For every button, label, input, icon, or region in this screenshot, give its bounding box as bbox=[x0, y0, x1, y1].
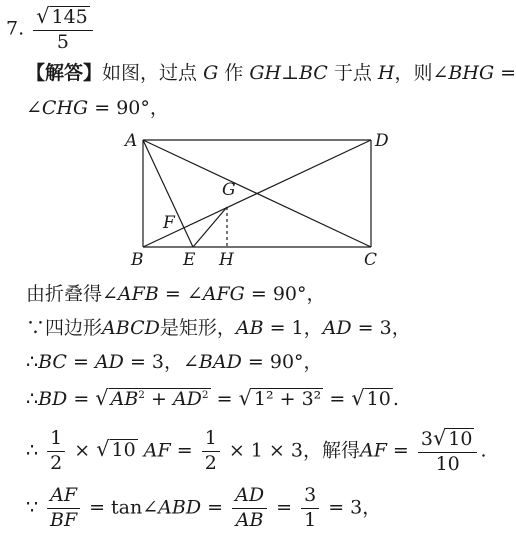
solution-line-8 bbox=[26, 486, 381, 531]
radicand: 1² + 3² bbox=[253, 388, 322, 410]
quad-abcd: ABCD bbox=[102, 317, 160, 339]
seg-af: AF bbox=[143, 439, 171, 462]
answer-denominator: 5 bbox=[56, 30, 70, 53]
solution-line-4 bbox=[26, 319, 411, 338]
text: . bbox=[480, 439, 487, 462]
therefore-symbol: ∴ bbox=[26, 388, 39, 410]
label-h: H bbox=[219, 250, 234, 270]
text: × bbox=[68, 439, 97, 462]
text: 作 bbox=[218, 62, 250, 84]
text: = 90°， bbox=[244, 283, 326, 305]
fraction-half: $\frac{1}{2}$ bbox=[47, 429, 65, 474]
label-g: G bbox=[222, 180, 236, 200]
problem-number: 7. bbox=[6, 17, 25, 40]
fraction-af-result: 3 √ 10 10 bbox=[418, 428, 478, 475]
text: × 1 × 3，解得 bbox=[222, 439, 360, 462]
solution-line-2 bbox=[26, 99, 169, 118]
answer-fraction: √ 145 5 bbox=[33, 6, 93, 53]
label-c: C bbox=[364, 250, 378, 270]
text: ，则 bbox=[394, 62, 433, 84]
sqrt-ab-ad: √ $AB^2 + AD^2$ bbox=[95, 386, 209, 410]
text: 是矩形， bbox=[159, 317, 236, 339]
label-a: A bbox=[125, 131, 138, 151]
solution-line-7 bbox=[26, 428, 487, 475]
angle-chg: ∠CHG bbox=[26, 97, 89, 119]
fraction-ad-ab: $\frac{AD}{AB}$ bbox=[232, 486, 267, 531]
solution-line-5 bbox=[26, 353, 323, 372]
text: = bbox=[210, 388, 239, 410]
text: = 3， bbox=[322, 496, 382, 519]
seg-bc: BC bbox=[38, 351, 67, 373]
text: 由折叠得 bbox=[26, 283, 103, 305]
text: = bbox=[386, 439, 415, 462]
angle-bad: ∠BAD bbox=[183, 351, 242, 373]
fraction-3-1: $\frac{3}{1}$ bbox=[301, 486, 319, 531]
text: = tan bbox=[83, 496, 143, 519]
text: 如图，过点 bbox=[102, 62, 204, 84]
text: = bbox=[67, 388, 96, 410]
angle-bhg: ∠BHG bbox=[432, 62, 495, 84]
segment-eg bbox=[193, 207, 227, 247]
text: = 90°， bbox=[241, 351, 323, 373]
sqrt-10: √ 10 bbox=[96, 437, 136, 462]
seg-bd: BD bbox=[38, 388, 68, 410]
angle-afb: ∠AFB bbox=[102, 283, 159, 305]
text: = bbox=[170, 439, 199, 462]
solution-line-6 bbox=[26, 388, 399, 410]
because-symbol: ∵ bbox=[26, 317, 46, 339]
text: = bbox=[270, 496, 299, 519]
text: = bbox=[494, 62, 516, 84]
text: = 90°， bbox=[88, 97, 169, 119]
point-g: G bbox=[203, 62, 219, 84]
therefore-symbol: ∴ bbox=[26, 439, 39, 462]
geometry-figure bbox=[0, 128, 508, 268]
sqrt-10: √ 10 bbox=[351, 386, 391, 410]
text: + bbox=[144, 388, 173, 410]
angle-afg: ∠AFG bbox=[186, 283, 245, 305]
text: = bbox=[66, 351, 95, 373]
text: = bbox=[323, 388, 352, 410]
text: = 1， bbox=[263, 317, 323, 339]
answer-line bbox=[6, 6, 96, 53]
solution-line-1 bbox=[26, 64, 516, 83]
therefore-symbol: ∴ bbox=[26, 351, 39, 373]
seg-ad: AD bbox=[322, 317, 352, 339]
label-d: D bbox=[375, 131, 389, 151]
seg-ab: AB bbox=[235, 317, 264, 339]
label-e: E bbox=[183, 250, 196, 270]
seg-af: AF bbox=[359, 439, 387, 462]
label-f: F bbox=[163, 213, 175, 233]
text: = bbox=[201, 496, 230, 519]
seg-ab: AB bbox=[110, 388, 139, 410]
text: 四边形 bbox=[45, 317, 103, 339]
fraction-af-bf: $\frac{AF}{BF}$ bbox=[47, 486, 80, 531]
label-b: B bbox=[131, 250, 144, 270]
fraction-half-2: $\frac{1}{2}$ bbox=[202, 429, 220, 474]
seg-ad: AD bbox=[172, 388, 202, 410]
seg-ad: AD bbox=[94, 351, 124, 373]
angle-abd: ∠ABD bbox=[142, 496, 202, 519]
text: = bbox=[158, 283, 187, 305]
segment-gh-perp-bc: GH⊥BC bbox=[249, 62, 328, 84]
text: = 3， bbox=[351, 317, 411, 339]
because-symbol: ∵ bbox=[26, 496, 39, 519]
sqrt-1-3: √ 1² + 3² bbox=[238, 386, 322, 410]
answer-radicand: 145 bbox=[51, 6, 88, 28]
solution-line-3 bbox=[26, 285, 326, 304]
text: . bbox=[392, 388, 399, 410]
text: 于点 bbox=[327, 62, 378, 84]
radicand: 10 bbox=[366, 388, 391, 410]
solution-tag: 【解答】 bbox=[26, 62, 103, 84]
text: = 3， bbox=[123, 351, 184, 373]
point-h: H bbox=[377, 62, 395, 84]
